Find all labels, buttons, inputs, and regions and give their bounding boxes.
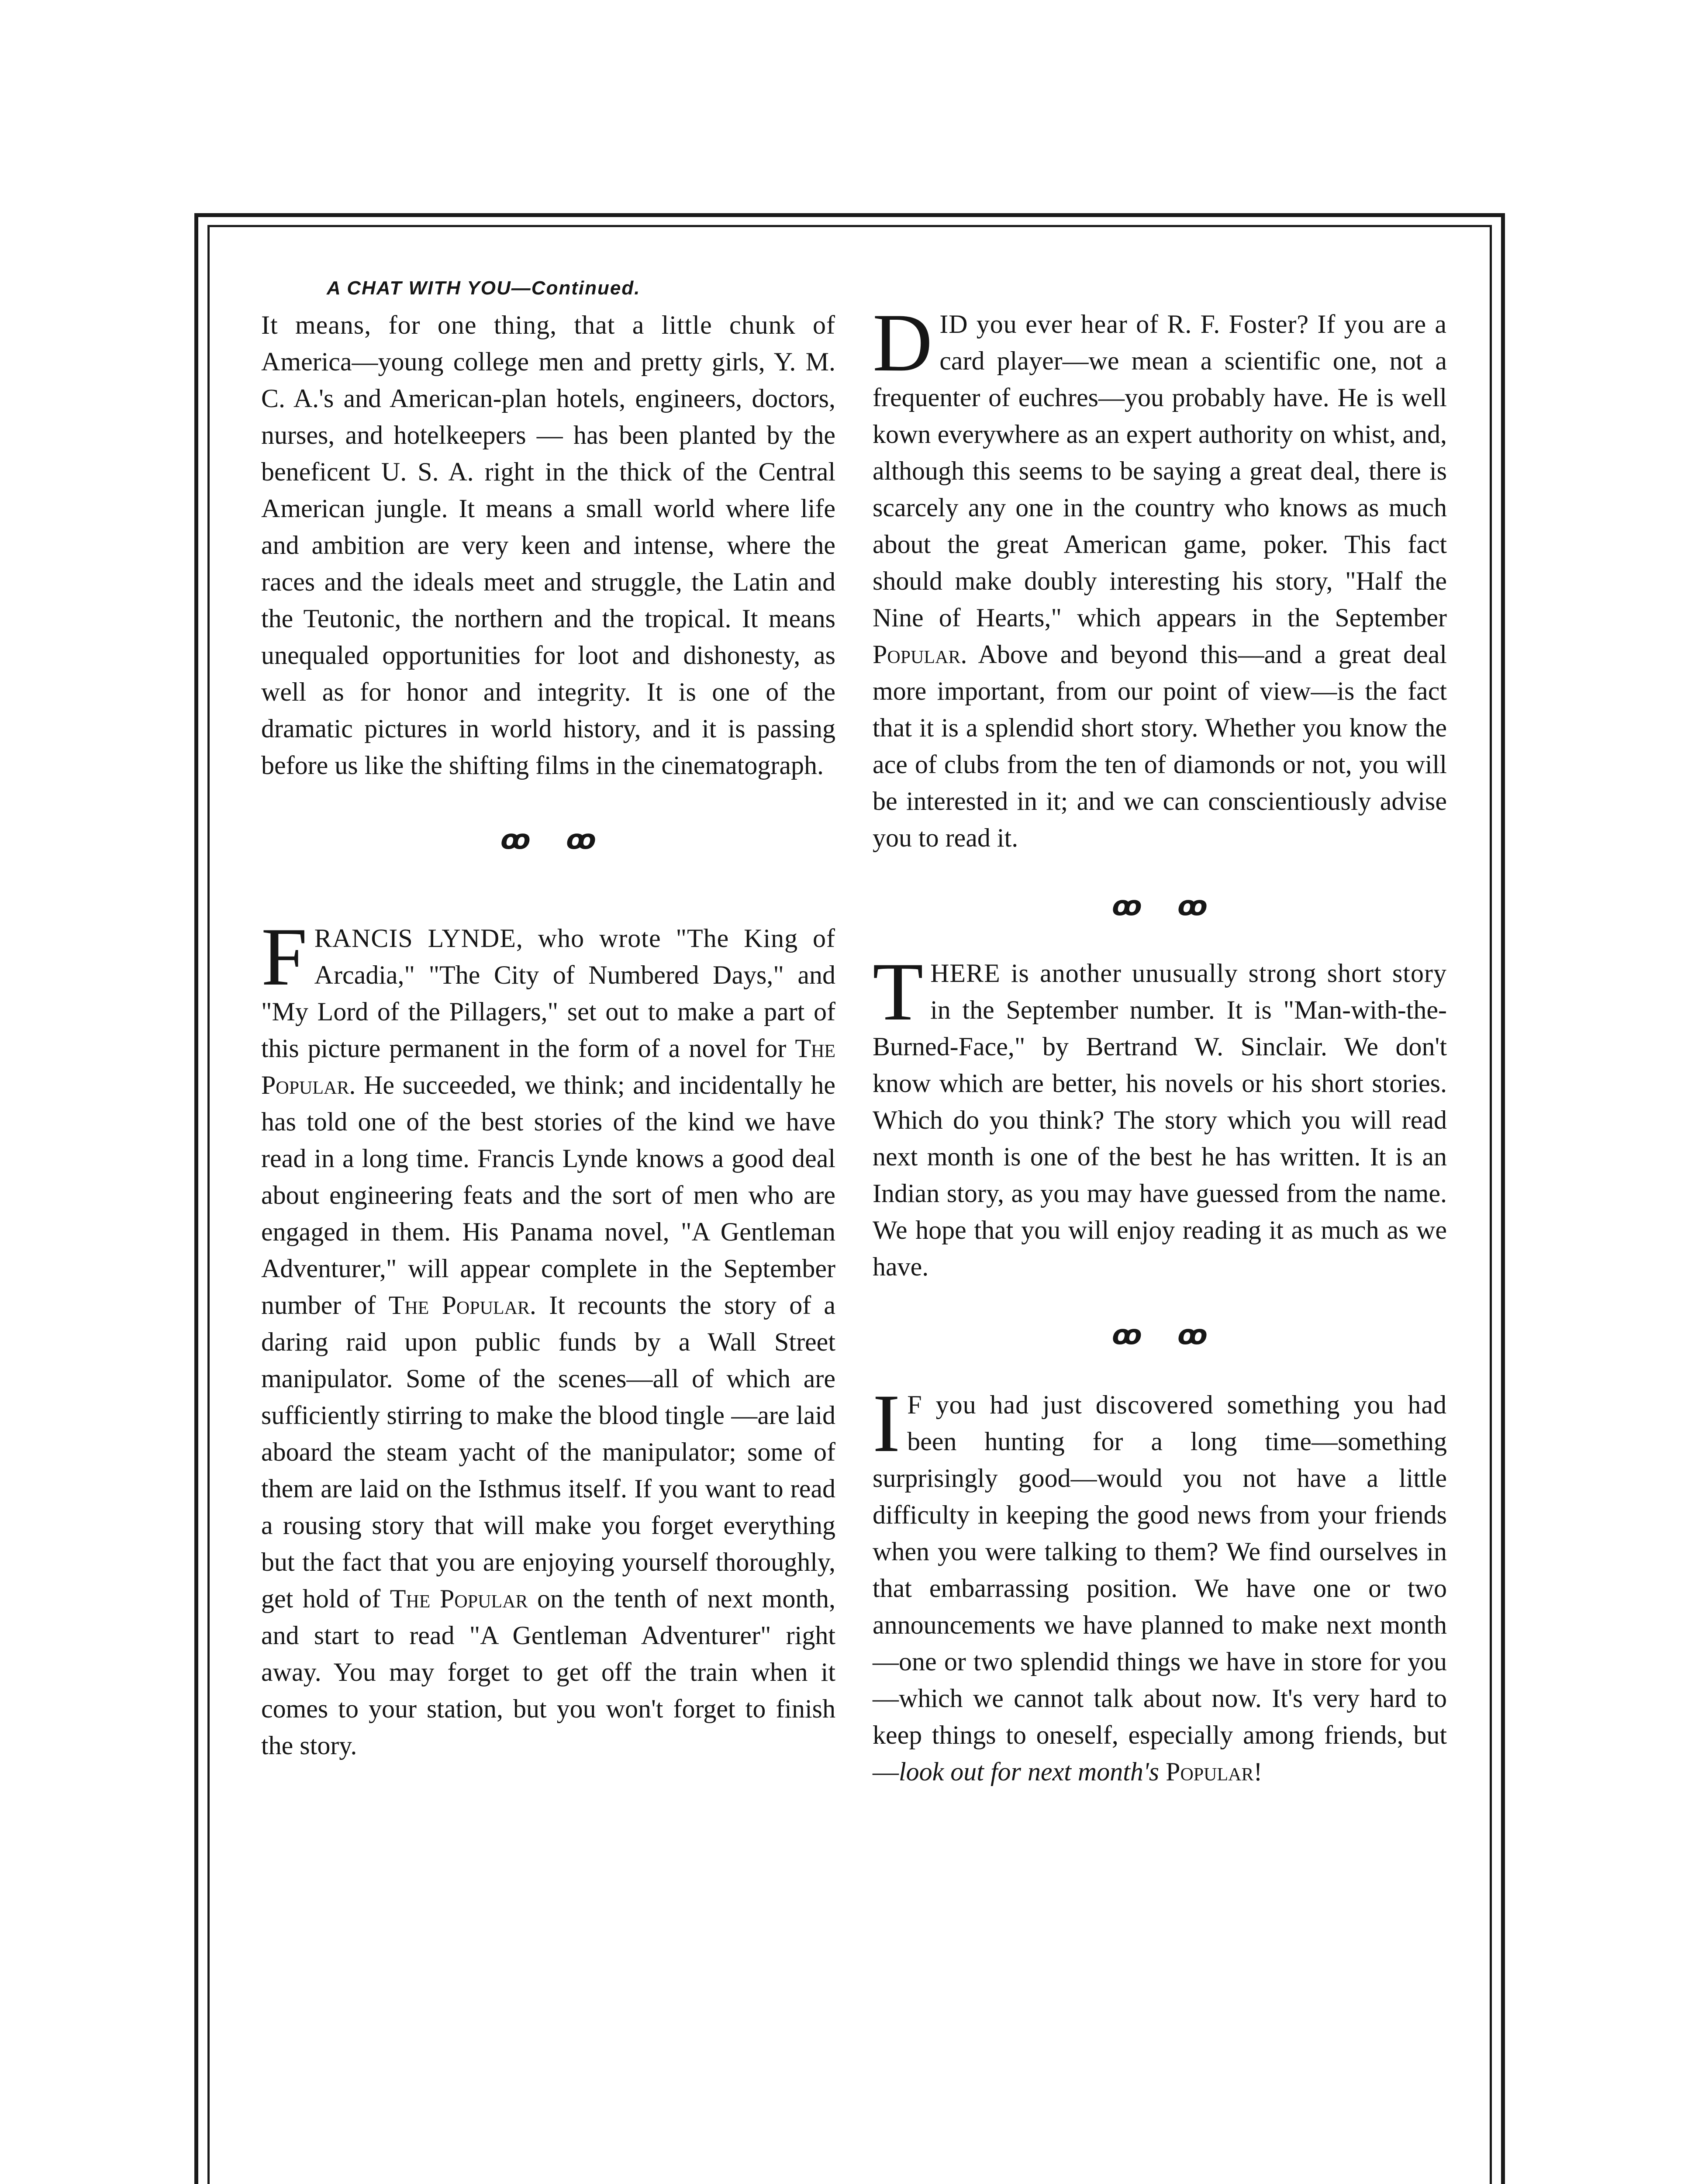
drop-cap: D [873, 297, 933, 389]
magazine-name: Popular. [873, 640, 967, 669]
text-run: He succeeded, we think; and incidentally he has told one of the best stories of the kind we have read in a long time. Francis Lynde knows a good deal about engineering feats and the sort of men who are engaged in them. His Panama novel, "A Gentleman Adventurer," will appear complete in the September number of [261, 1071, 835, 1320]
lead-in: F [907, 1390, 922, 1419]
text-run: you had just discovered something you had been hunting for a long time—something surprisingly good—would you not have a little difficulty in keeping the good news from your friends when you were talking to them? We find ourselves in that embarrassing position. We have one or two announcements we have planned to make next month—one or two splendid things we have in store for you—which we cannot talk about now. It's very hard to keep things to oneself, especially among friends, but— [873, 1390, 1447, 1786]
text-run: is another unusually strong short story in the September number. It is "Man-with-the-Burned-Face," by Bertrand W. Sinclair. We don't know which are better, his novels or his short stories. Which do you think? The story which you will read next month is one of the best he has written. It is an Indian story, as you may have guessed from the name. We hope that you will enjoy reading it as much as we have. [873, 959, 1447, 1281]
left-column [261, 275, 835, 1764]
paragraph-announcement [873, 1378, 1447, 1790]
paragraph-central-america: It means, for one thing, that a little chunk of America—young college men and pretty girls, Y. M. C. A.'s and American-plan hotels, engineers, doctors, nurses, and hotelkeepers — has been planted by the beneficent U. S. A. right in the thick of the Central American jungle. It means a small world where life and ambition are very keen and intense, where the races and the ideals meet and struggle, the Latin and the Teutonic, the northern and the tropical. It means unequaled opportunities for loot and dishonesty, as well as for honor and integrity. It is one of the dramatic pictures in world history, and it is passing before us like the shifting films in the cinematograph. [261, 311, 835, 780]
magazine-name: The Popular [390, 1584, 528, 1613]
italic-phrase: look out for next month's [899, 1757, 1160, 1786]
text-run: It recounts the story of a daring raid upon public funds by a Wall Street manipulator. Some of the scenes—all of which are sufficiently stirring to make the blood tingle —are laid aboard the steam yacht of the manipulator; some of them are laid on the Isthmus itself. If you want to read a rousing story that will make you forget everything but the fact that you are enjoying yourself thoroughly, get hold of [261, 1291, 836, 1613]
ornament-divider: ꝏ ꝏ [1112, 1319, 1221, 1351]
text-run: on the tenth of next month, and start to read "A Gentleman Adventurer" right away. You may forget to get off the train when it comes to your station, but you won't forget to finish the story. [261, 1584, 835, 1760]
magazine-name: Popular [1166, 1757, 1254, 1786]
drop-cap: T [873, 946, 924, 1038]
right-column [873, 297, 1447, 1790]
running-head: A CHAT WITH YOU—Continued. [327, 277, 641, 299]
exclamation: ! [1253, 1757, 1263, 1786]
drop-cap: I [873, 1378, 901, 1469]
paragraph-rf-foster [873, 297, 1447, 856]
magazine-name: The Popular. [388, 1291, 536, 1320]
lead-in: ID [939, 310, 968, 339]
ornament-divider: ꝏ ꝏ [500, 823, 609, 855]
text-run: Above and beyond this—and a great deal more important, from our point of view—is the fact that it is a splendid short story. Whether you know the ace of clubs from the ten of diamonds or not, you will be interested in it; and we can conscientiously advise you to read it. [873, 640, 1447, 852]
lead-in: HERE [930, 959, 1001, 988]
text-run: who wrote "The King of Arcadia," "The City of Numbered Days," and "My Lord of the Pillagers," set out to make a part of this picture permanent in the form of a novel for [261, 924, 835, 1063]
magazine-name: The Popular. [261, 1034, 835, 1099]
ornament-divider: ꝏ ꝏ [1112, 890, 1221, 922]
paragraph-sinclair [873, 946, 1447, 1285]
text-run: you ever hear of R. F. Foster? If you are a card player—we mean a scientific one, not a frequenter of euchres—you probably have. He is well kown everywhere as an expert authority on whist, and, although this seems to be saying a great deal, there is scarcely any one in the country who knows as much about the great American game, poker. This fact should make doubly interesting his story, "Half the Nine of Hearts," which appears in the September [873, 310, 1447, 632]
paragraph-francis-lynde [261, 911, 836, 1764]
drop-cap: F [261, 911, 307, 1003]
lead-in: RANCIS LYNDE, [314, 924, 523, 953]
